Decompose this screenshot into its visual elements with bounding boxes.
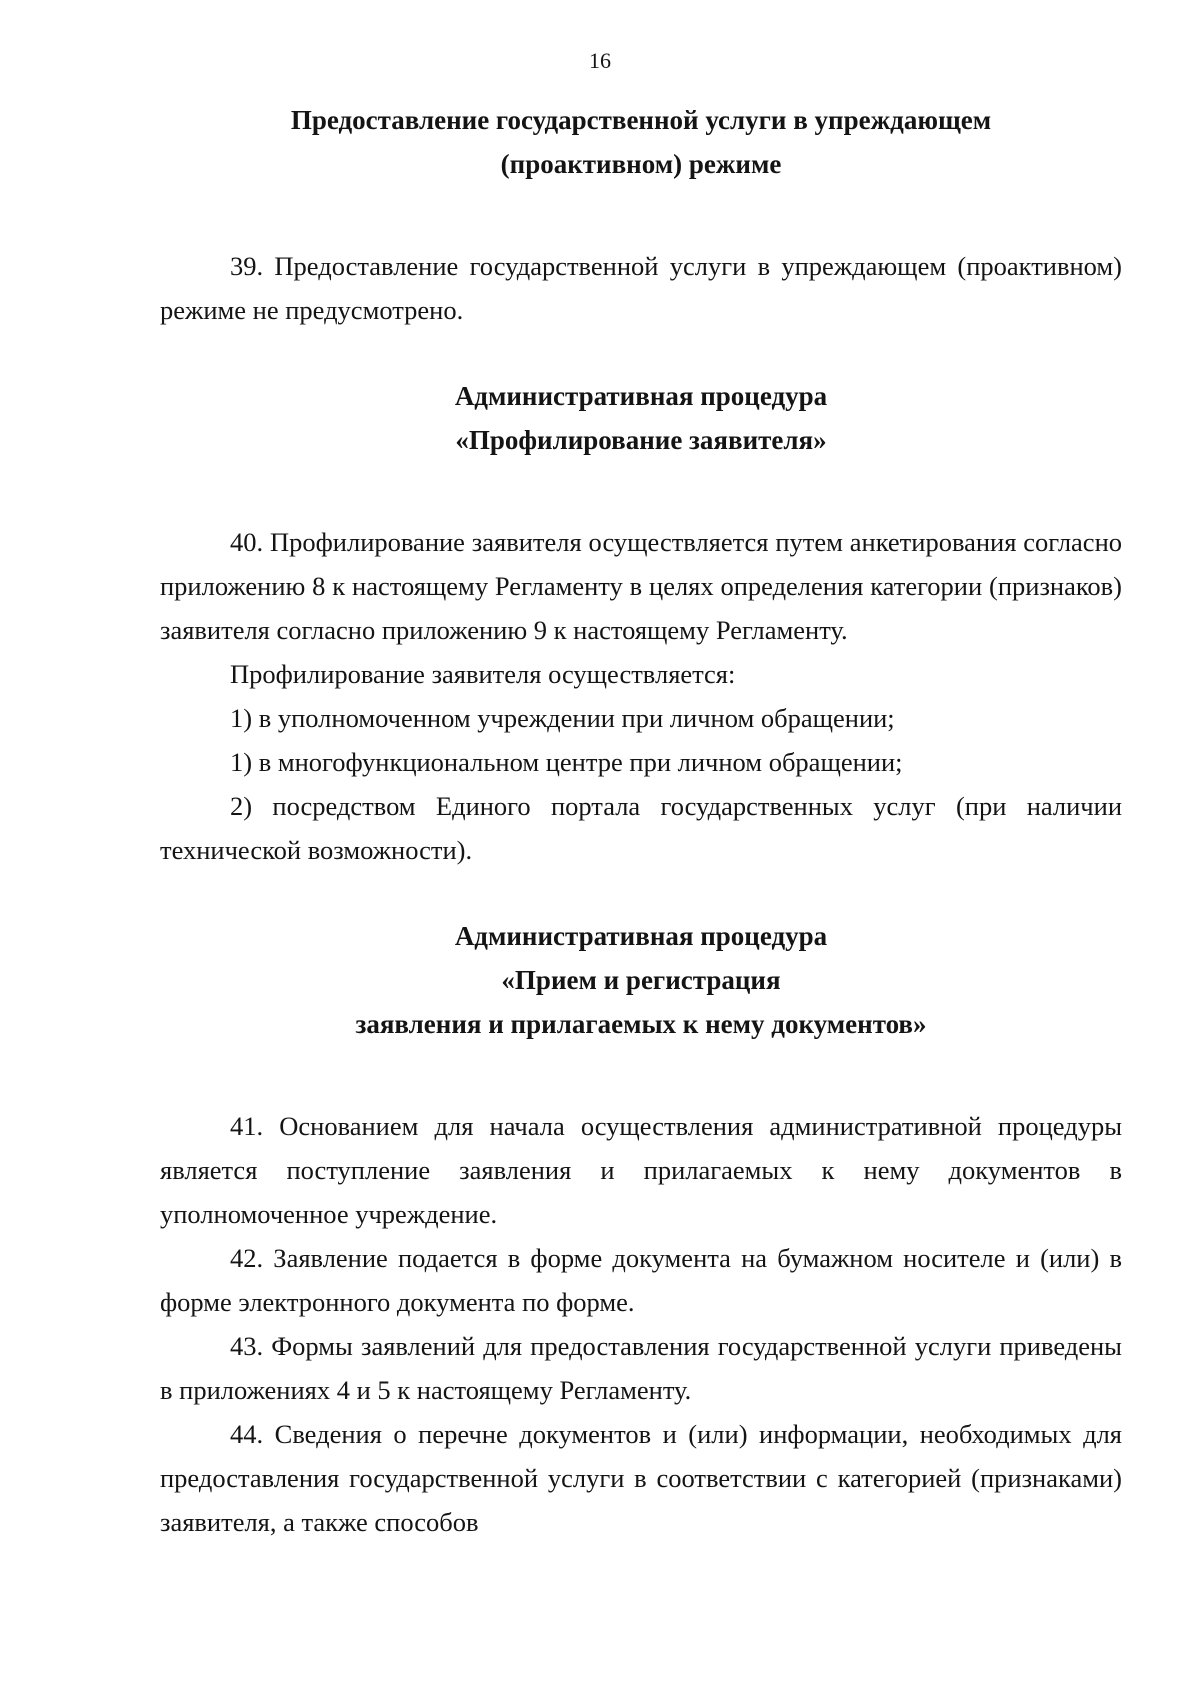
section-heading-reception-registration	[160, 914, 1122, 1046]
heading-line: (проактивном) режиме	[500, 149, 782, 179]
paragraph-44: 44. Сведения о перечне документов и (или) информации, необходимых для предоставления государственной услуги в соответствии с категорией (признаками) заявителя, а также способов	[160, 1419, 1122, 1537]
section-heading-proactive-mode	[160, 98, 1122, 186]
list-item-unified-portal: 2) посредством Единого портала государственных услуг (при наличии технической возможности).	[160, 791, 1122, 865]
page-number: 16	[589, 48, 611, 73]
heading-line: Административная процедура	[454, 381, 828, 411]
heading-line: Административная процедура	[454, 921, 828, 951]
heading-line: Предоставление государственной услуги в упреждающем	[290, 105, 992, 135]
list-item-authorized-institution: 1) в уполномоченном учреждении при личном обращении;	[230, 703, 895, 733]
heading-line: «Прием и регистрация	[501, 965, 781, 995]
section-heading-applicant-profiling	[160, 374, 1122, 462]
paragraph-43: 43. Формы заявлений для предоставления государственной услуги приведены в приложениях 4 и 5 к настоящему Регламенту.	[160, 1331, 1122, 1405]
heading-line: заявления и прилагаемых к нему документов»	[355, 1009, 927, 1039]
paragraph-42: 42. Заявление подается в форме документа на бумажном носителе и (или) в форме электронного документа по форме.	[160, 1243, 1122, 1317]
paragraph-39: 39. Предоставление государственной услуги в упреждающем (проактивном) режиме не предусмотрено.	[160, 251, 1122, 325]
heading-line: «Профилирование заявителя»	[455, 425, 827, 455]
paragraph-40: 40. Профилирование заявителя осуществляется путем анкетирования согласно приложению 8 к настоящему Регламенту в целях определения категории (признаков) заявителя согласно приложению 9 к настоящему Регламенту.	[160, 527, 1122, 645]
list-item-multifunctional-center: 1) в многофункциональном центре при личном обращении;	[230, 747, 903, 777]
paragraph-41: 41. Основанием для начала осуществления административной процедуры является поступление заявления и прилагаемых к нему документов в уполномоченное учреждение.	[160, 1111, 1122, 1229]
paragraph-profiling-intro: Профилирование заявителя осуществляется:	[230, 659, 736, 689]
document-body	[160, 98, 1122, 1544]
